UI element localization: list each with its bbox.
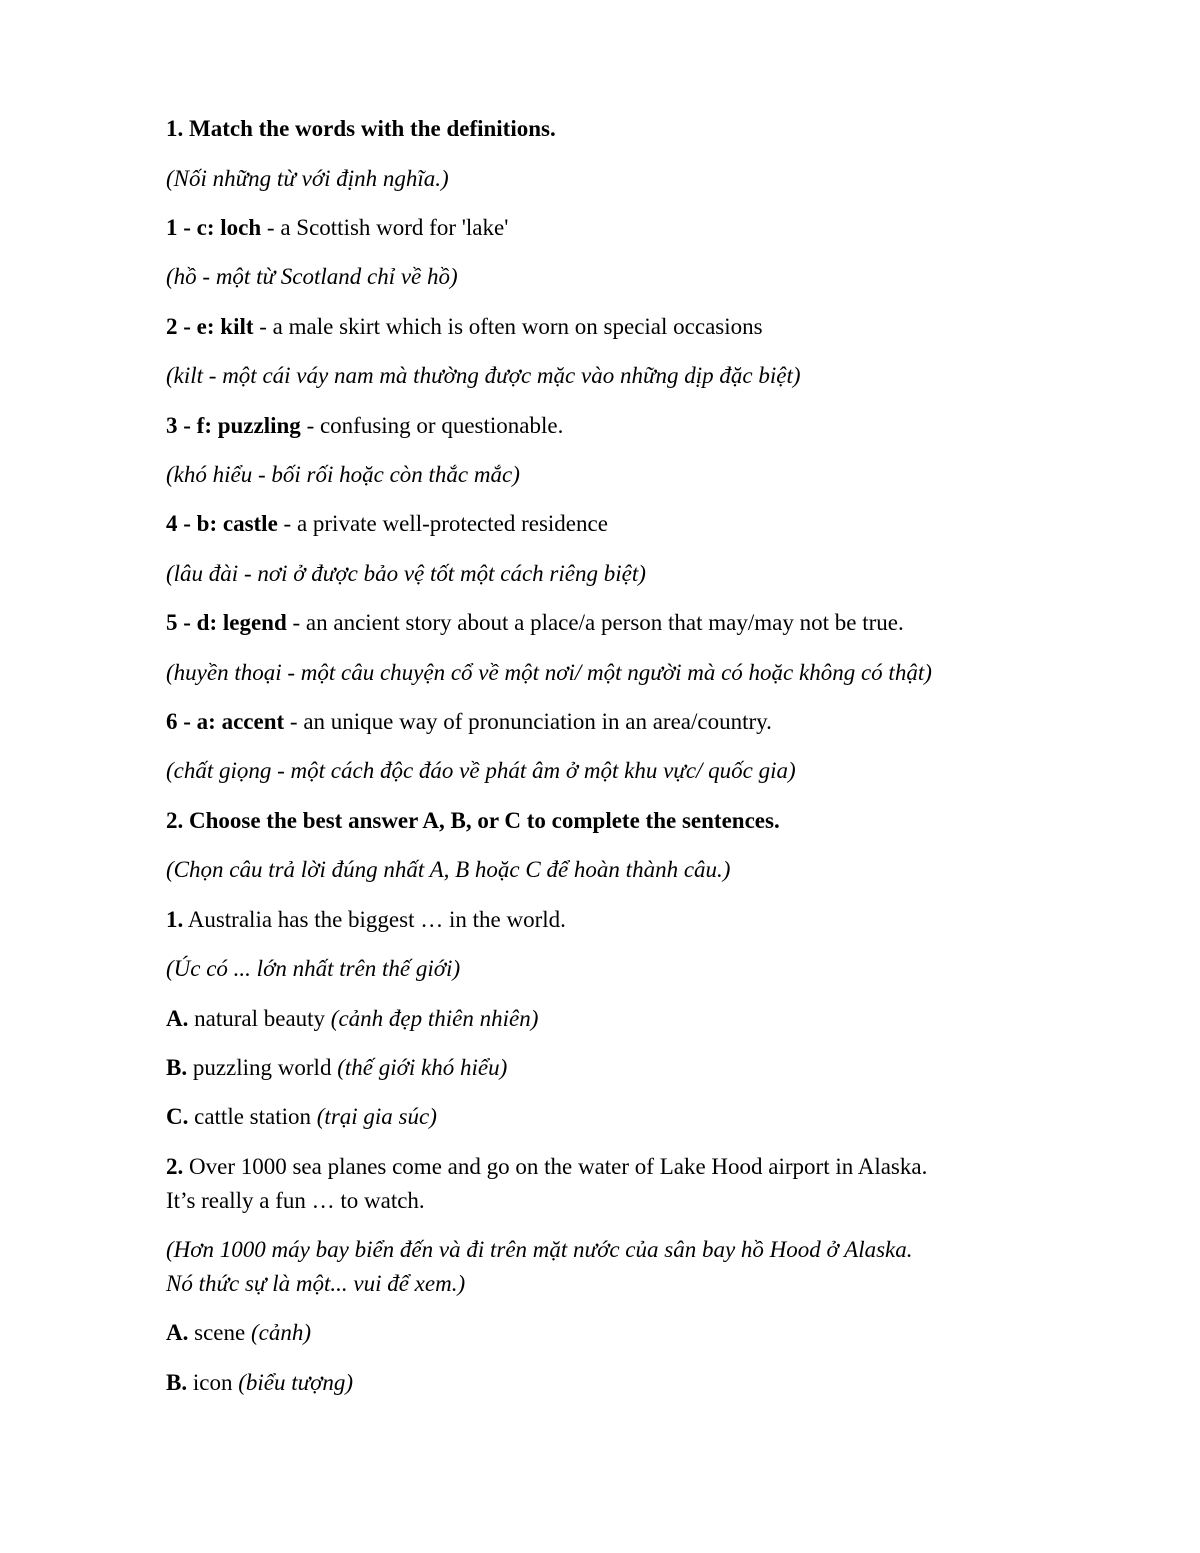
option-text: scene xyxy=(188,1320,251,1345)
question-2-line-1 xyxy=(166,1150,1106,1184)
match-item-2-translation: (kilt - một cái váy nam mà thường được mặc vào những dịp đặc biệt) xyxy=(166,363,801,388)
match-item-1 xyxy=(166,211,1106,245)
section2-heading: 2. Choose the best answer A, B, or C to complete the sentences. xyxy=(166,808,780,833)
option-text: puzzling world xyxy=(187,1055,338,1080)
option-letter: A. xyxy=(166,1320,189,1345)
question-2-number: 2. xyxy=(166,1154,184,1179)
match-item-1-translation: (hồ - một từ Scotland chỉ về hồ) xyxy=(166,264,458,289)
question-1-text: Australia has the biggest … in the world. xyxy=(183,907,566,932)
option-letter: C. xyxy=(166,1104,189,1129)
match-item-2-definition: - a male skirt which is often worn on special occasions xyxy=(253,314,763,339)
section1-heading: 1. Match the words with the definitions. xyxy=(166,116,556,141)
option-letter: A. xyxy=(166,1006,189,1031)
question-1-option-c xyxy=(166,1100,1106,1134)
option-translation: (thế giới khó hiểu) xyxy=(337,1055,508,1080)
match-item-3 xyxy=(166,409,1106,443)
match-item-1-definition: - a Scottish word for 'lake' xyxy=(261,215,509,240)
match-item-4-key: 4 - b: castle xyxy=(166,511,278,536)
match-item-6-translation: (chất giọng - một cách độc đáo về phát âm ở một khu vực/ quốc gia) xyxy=(166,758,796,783)
section2-heading-translation: (Chọn câu trả lời đúng nhất A, B hoặc C để hoàn thành câu.) xyxy=(166,857,731,882)
match-item-6 xyxy=(166,705,1106,739)
match-item-5-translation: (huyền thoại - một câu chuyện cổ về một nơi/ một người mà có hoặc không có thật) xyxy=(166,660,932,685)
match-item-4-definition: - a private well-protected residence xyxy=(277,511,608,536)
question-2-translation-line-1: (Hơn 1000 máy bay biển đến và đi trên mặt nước của sân bay hồ Hood ở Alaska. xyxy=(166,1237,913,1262)
question-1-option-a xyxy=(166,1002,1106,1036)
question-2-text-line-2: It’s really a fun … to watch. xyxy=(166,1188,425,1213)
question-2-text-line-1: Over 1000 sea planes come and go on the water of Lake Hood airport in Alaska. xyxy=(183,1154,928,1179)
match-item-5-definition: - an ancient story about a place/a person that may/may not be true. xyxy=(286,610,904,635)
question-2-option-a xyxy=(166,1316,1106,1350)
match-item-3-translation: (khó hiểu - bối rối hoặc còn thắc mắc) xyxy=(166,462,520,487)
match-item-4-translation: (lâu đài - nơi ở được bảo vệ tốt một cách riêng biệt) xyxy=(166,561,646,586)
option-text: natural beauty xyxy=(188,1006,331,1031)
option-translation: (biểu tượng) xyxy=(238,1370,354,1395)
option-translation: (trại gia súc) xyxy=(316,1104,437,1129)
option-letter: B. xyxy=(166,1055,188,1080)
question-2-translation-line-2: Nó thức sự là một... vui để xem.) xyxy=(166,1271,466,1296)
section1-heading-translation: (Nối những từ với định nghĩa.) xyxy=(166,166,449,191)
option-translation: (cảnh đẹp thiên nhiên) xyxy=(330,1006,539,1031)
match-item-3-definition: - confusing or questionable. xyxy=(300,413,564,438)
question-1-option-b xyxy=(166,1051,1106,1085)
match-item-2 xyxy=(166,310,1106,344)
match-item-1-key: 1 - c: loch xyxy=(166,215,262,240)
match-item-6-definition: - an unique way of pronunciation in an area/country. xyxy=(284,709,772,734)
match-item-6-key: 6 - a: accent xyxy=(166,709,285,734)
match-item-2-key: 2 - e: kilt xyxy=(166,314,254,339)
option-text: cattle station xyxy=(188,1104,317,1129)
option-text: icon xyxy=(187,1370,239,1395)
match-item-5-key: 5 - d: legend xyxy=(166,610,287,635)
question-2-option-b xyxy=(166,1366,1106,1400)
match-item-4 xyxy=(166,507,1106,541)
question-1 xyxy=(166,903,1106,937)
match-item-5 xyxy=(166,606,1106,640)
question-1-number: 1. xyxy=(166,907,184,932)
question-1-translation: (Úc có ... lớn nhất trên thế giới) xyxy=(166,956,461,981)
option-letter: B. xyxy=(166,1370,188,1395)
match-item-3-key: 3 - f: puzzling xyxy=(166,413,301,438)
option-translation: (cảnh) xyxy=(250,1320,311,1345)
